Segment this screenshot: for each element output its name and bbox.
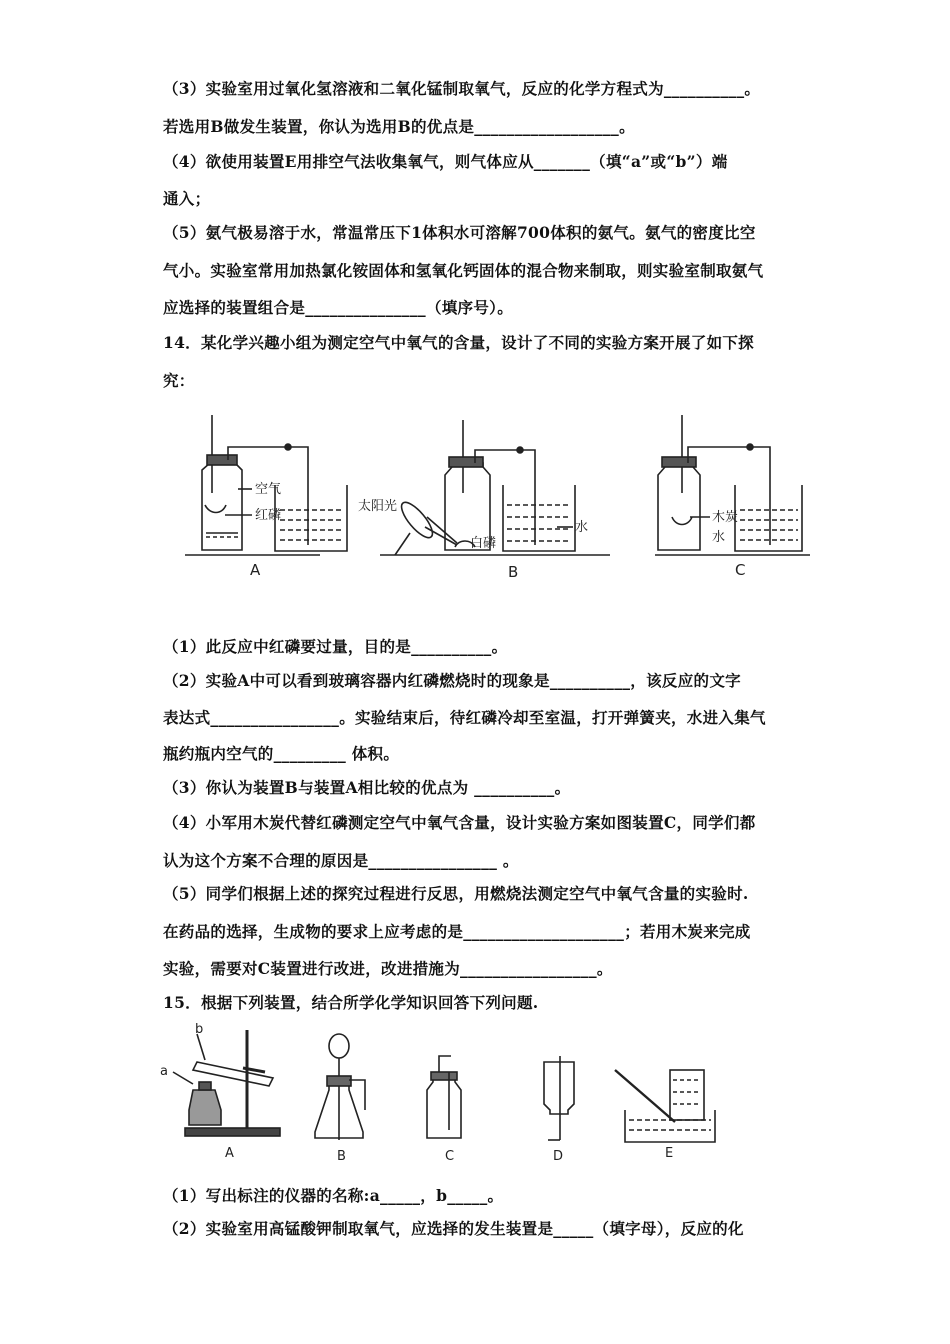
apparatus-15c	[427, 1056, 461, 1138]
q14-stem-line2: 究：	[163, 371, 195, 390]
figure-label-15b: B	[337, 1149, 346, 1164]
q14-stem-line1: 14．某化学兴趣小组为测定空气中氧气的含量，设计了不同的实验方案开展了如下探	[163, 333, 754, 352]
q13-part3-line2: 若选用B做发生装置，你认为选用B的优点是__________________。	[163, 117, 635, 136]
label-red-p: 红磷	[255, 508, 282, 523]
label-water-c: 水	[712, 530, 726, 545]
q14-part5-line3: 实验，需要对C装置进行改进，改进措施为_________________。	[163, 959, 613, 978]
q14-part4-line2: 认为这个方案不合理的原因是________________ 。	[163, 851, 519, 870]
apparatus-15b	[315, 1034, 365, 1140]
apparatus-15e	[615, 1070, 715, 1142]
q13-part4-line1: （4）欲使用装置E用排空气法收集氧气，则气体应从_______（填“a”或“b”）端	[163, 152, 728, 171]
label-water-b: 水	[575, 520, 589, 535]
q14-part5-line1: （5）同学们根据上述的探究过程进行反思，用燃烧法测定空气中氧气含量的实验时.	[163, 884, 749, 903]
q15-part1: （1）写出标注的仪器的名称:a_____，b_____。	[163, 1186, 504, 1205]
figure-label-a: A	[250, 561, 261, 579]
mark-a: a	[160, 1064, 168, 1079]
label-sunlight: 太阳光	[358, 499, 398, 514]
q14-part4-line1: （4）小军用木炭代替红磷测定空气中氧气含量，设计实验方案如图装置C，同学们都	[163, 813, 756, 832]
q13-part5-line2: 气小。实验室常用加热氯化铵固体和氢氧化钙固体的混合物来制取，则实验室制取氨气	[163, 261, 764, 280]
q14-part1: （1）此反应中红磷要过量，目的是__________。	[163, 637, 508, 656]
mark-b: b	[195, 1022, 204, 1037]
figure-label-15a: A	[225, 1146, 234, 1161]
label-white-p: 白磷	[470, 536, 497, 551]
label-air: 空气	[255, 482, 282, 497]
figure-label-15e: E	[665, 1146, 674, 1161]
q14-part2-line2: 表达式________________。实验结束后，待红磷冷却至室温，打开弹簧夹，水进入集气	[163, 708, 766, 727]
q14-apparatus-figure	[180, 405, 820, 590]
figure-label-b: B	[508, 563, 519, 581]
q13-part5-line3: 应选择的装置组合是_______________（填序号）。	[163, 298, 514, 317]
q15-stem: 15．根据下列装置，结合所学化学知识回答下列问题.	[163, 993, 539, 1012]
label-charcoal: 木炭	[712, 510, 739, 525]
apparatus-c	[655, 415, 810, 555]
q14-part3: （3）你认为装置B与装置A相比较的优点为 __________。	[163, 778, 571, 797]
q13-part4-line2: 通入；	[163, 189, 211, 208]
q14-part5-line2: 在药品的选择，生成物的要求上应考虑的是____________________；若用木炭来完成	[163, 922, 751, 941]
q14-part2-line1: （2）实验A中可以看到玻璃容器内红磷燃烧时的现象是__________，该反应的文字	[163, 671, 741, 690]
apparatus-15a	[173, 1030, 280, 1136]
figure-label-15d: D	[553, 1149, 564, 1164]
figure-label-c: C	[735, 561, 746, 579]
q14-part2-line3: 瓶约瓶内空气的_________ 体积。	[163, 744, 400, 763]
q15-apparatus-figure	[155, 1020, 735, 1168]
q13-part3-line1: （3）实验室用过氧化氢溶液和二氧化锰制取氧气，反应的化学方程式为__________。	[163, 79, 761, 98]
q13-part5-line1: （5）氨气极易溶于水，常温常压下1体积水可溶解700体积的氨气。氨气的密度比空	[163, 223, 756, 242]
q15-part2: （2）实验室用高锰酸钾制取氧气，应选择的发生装置是_____（填字母），反应的化	[163, 1219, 744, 1238]
figure-label-15c: C	[445, 1149, 455, 1164]
apparatus-15d	[544, 1056, 574, 1140]
